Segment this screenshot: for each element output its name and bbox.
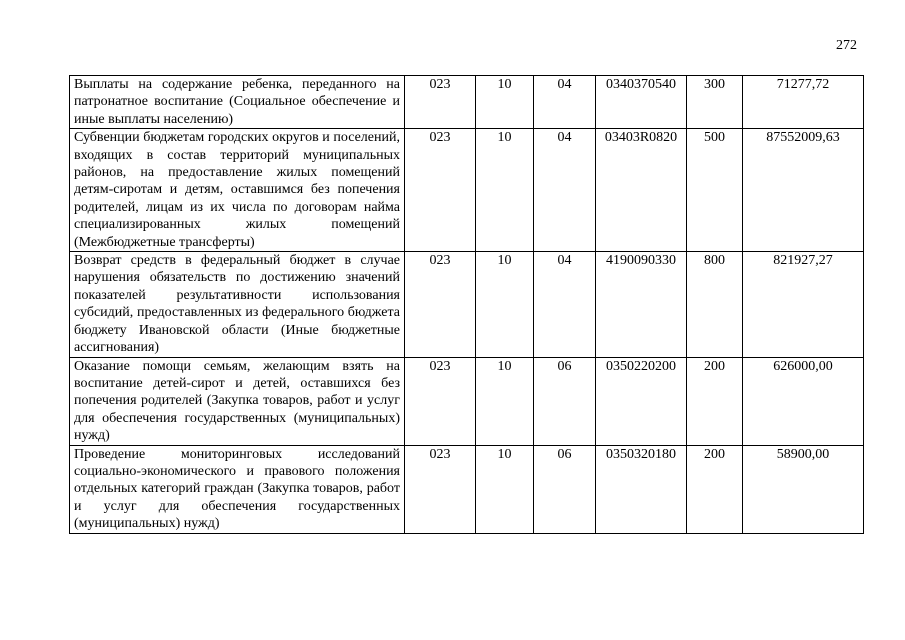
ministry-code: 023 <box>405 445 476 533</box>
ministry-code: 023 <box>405 252 476 357</box>
section-code: 10 <box>476 357 534 445</box>
section-code: 10 <box>476 445 534 533</box>
row-description: Субвенции бюджетам городских округов и поселений, входящих в состав территорий муниципальных районов, на предоставление жилых помещений детям-сиротам и детям, оставшимся без попечения родителей, лицам из их числа по договорам найма специализированных жилых помещений (Межбюджетные трансферты) <box>70 129 405 252</box>
section-code: 10 <box>476 129 534 252</box>
section-code: 10 <box>476 76 534 129</box>
target-article-code: 0350320180 <box>596 445 687 533</box>
ministry-code: 023 <box>405 76 476 129</box>
ministry-code: 023 <box>405 357 476 445</box>
expense-type-code: 800 <box>687 252 743 357</box>
expense-type-code: 500 <box>687 129 743 252</box>
target-article-code: 03403R0820 <box>596 129 687 252</box>
amount: 821927,27 <box>743 252 864 357</box>
budget-table <box>69 75 864 534</box>
table-row <box>70 252 864 357</box>
subsection-code: 06 <box>534 357 596 445</box>
row-description: Возврат средств в федеральный бюджет в случае нарушения обязательств по достижению значений показателей результативности использования субсидий, предоставленных из федерального бюджета бюджету Ивановской области (Иные бюджетные ассигнования) <box>70 252 405 357</box>
row-description: Проведение мониторинговых исследований социально-экономического и правового положения отдельных категорий граждан (Закупка товаров, работ и услуг для обеспечения государственных (муниципальных) нужд) <box>70 445 405 533</box>
subsection-code: 04 <box>534 76 596 129</box>
amount: 58900,00 <box>743 445 864 533</box>
expense-type-code: 200 <box>687 357 743 445</box>
table-row <box>70 357 864 445</box>
target-article-code: 4190090330 <box>596 252 687 357</box>
amount: 87552009,63 <box>743 129 864 252</box>
subsection-code: 04 <box>534 252 596 357</box>
expense-type-code: 300 <box>687 76 743 129</box>
amount: 71277,72 <box>743 76 864 129</box>
target-article-code: 0350220200 <box>596 357 687 445</box>
table-row <box>70 445 864 533</box>
subsection-code: 04 <box>534 129 596 252</box>
page-number: 272 <box>836 38 857 53</box>
table-row <box>70 76 864 129</box>
section-code: 10 <box>476 252 534 357</box>
row-description: Выплаты на содержание ребенка, переданного на патронатное воспитание (Социальное обеспечение и иные выплаты населению) <box>70 76 405 129</box>
amount: 626000,00 <box>743 357 864 445</box>
row-description: Оказание помощи семьям, желающим взять на воспитание детей-сирот и детей, оставшихся без попечения родителей (Закупка товаров, работ и услуг для обеспечения государственных (муниципальных) нужд) <box>70 357 405 445</box>
table-row <box>70 129 864 252</box>
subsection-code: 06 <box>534 445 596 533</box>
ministry-code: 023 <box>405 129 476 252</box>
target-article-code: 0340370540 <box>596 76 687 129</box>
expense-type-code: 200 <box>687 445 743 533</box>
